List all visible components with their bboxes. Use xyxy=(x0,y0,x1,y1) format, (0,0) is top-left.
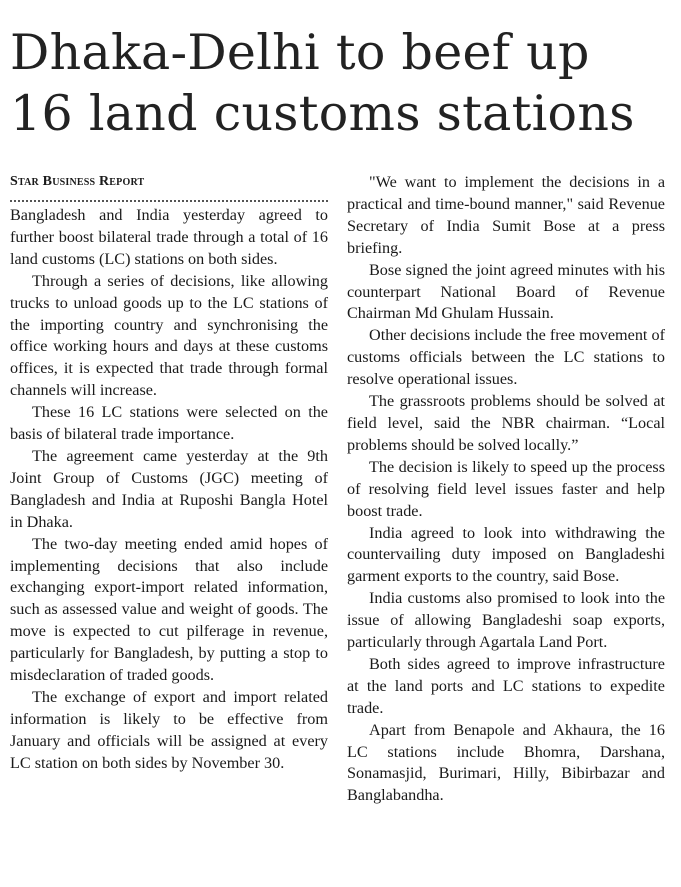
paragraph: India agreed to look into withdrawing the countervailing duty imposed on Bangladeshi garment exports to the country, said Bose. xyxy=(347,523,665,586)
paragraph: Both sides agreed to improve infrastructure at the land ports and LC stations to expedite trade. xyxy=(347,654,665,717)
paragraph: The agreement came yesterday at the 9th Joint Group of Customs (JGC) meeting of Bangladesh and India at Ruposhi Bangla Hotel in Dhaka. xyxy=(10,446,328,531)
paragraph: Other decisions include the free movement of customs officials between the LC stations to resolve operational issues. xyxy=(347,326,665,389)
paragraph: Through a series of decisions, like allowing trucks to unload goods up to the LC stations of the importing country and synchronising the office working hours and days at these customs offices, it is expected that trade through formal channels will increase. xyxy=(10,271,328,400)
paragraph: "We want to implement the decisions in a practical and time-bound manner," said Revenue Secretary of India Sumit Bose at a press briefing. xyxy=(347,173,665,257)
paragraph: The decision is likely to speed up the process of resolving field level issues faster and help boost trade. xyxy=(347,457,665,520)
paragraph: These 16 LC stations were selected on the basis of bilateral trade importance. xyxy=(10,403,328,444)
paragraph: Apart from Benapole and Akhaura, the 16 LC stations include Bhomra, Darshana, Sonamasjid, Burimari, Hilly, Bibirbazar and Banglabandha. xyxy=(347,720,665,805)
article-column-right xyxy=(347,172,665,807)
paragraph: The two-day meeting ended amid hopes of implementing decisions that also include exchanging export-import related information, such as assessed value and weight of goods. The move is expected to cut pilferage in revenue, particularly for Bangladesh, by putting a stop to misdeclaration of traded goods. xyxy=(10,534,328,685)
paragraph: Bangladesh and India yesterday agreed to further boost bilateral trade through a total of 16 land customs (LC) stations on both sides. xyxy=(10,206,328,268)
headline-line-2: 16 land customs stations xyxy=(10,85,635,142)
paragraph: Bose signed the joint agreed minutes with his counterpart National Board of Revenue Chairman Md Ghulam Hussain. xyxy=(347,260,665,323)
byline: Star Business Report xyxy=(10,172,328,202)
paragraph: India customs also promised to look into the issue of allowing Bangladeshi soap exports, particularly through Agartala Land Port. xyxy=(347,589,665,652)
headline-line-1: Dhaka-Delhi to beef up xyxy=(10,24,590,81)
article-column-left xyxy=(10,172,328,775)
paragraph: The grassroots problems should be solved at field level, said the NBR chairman. “Local problems should be solved locally.” xyxy=(347,392,665,454)
paragraph: The exchange of export and import related information is likely to be effective from January and officials will be assigned at every LC station on both sides by November 30. xyxy=(10,687,328,772)
headline xyxy=(10,22,672,144)
